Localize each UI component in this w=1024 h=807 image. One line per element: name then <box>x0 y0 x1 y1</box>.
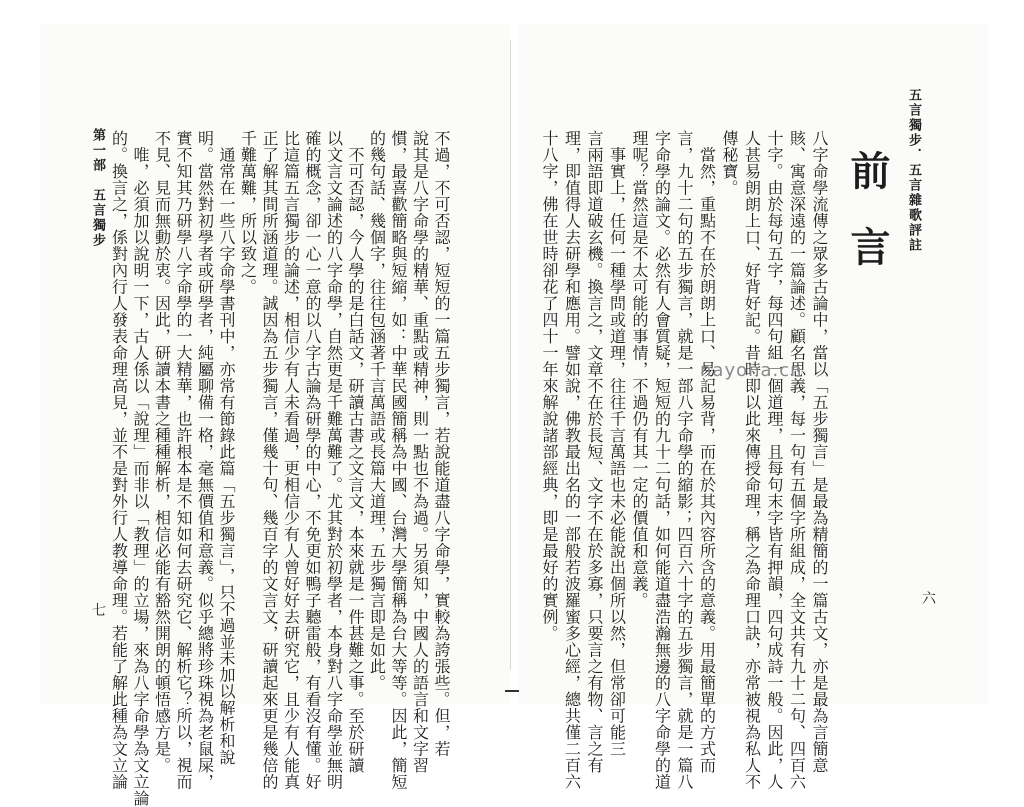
right-text-column: 人甚易朗朗上口、好背好記。昔時即以此來傳授命理，稱之為命理口訣，亦常被視為私人不 <box>742 130 762 790</box>
left-text-column: 實不知其乃研學八字命學的一大精華，也許根本是不知如何去研究它、解析它？所以，視而 <box>174 130 193 790</box>
right-text-column: 十八字，佛在世時卻花了四十一年來解說諸部經典，即是最好的實例。 <box>540 130 559 642</box>
left-text-column: 不見、見而無動於衷。因此，研讀本書之種種解析，相信必能有豁然開朗的頓悟感方是。 <box>152 130 172 774</box>
left-text-column: 比這篇五言獨步的論述，相信少有人未看過，更相信少有人曾好好去研究它，且少有人能真 <box>281 130 301 790</box>
left-text-column: 通常在一些八字命學書刊中，亦常有節錄此篇「五步獨言」，只不過並未加以解析和說 <box>217 130 236 766</box>
left-text-column: 不可否認，今人學的是白話文，研讀古書之文言文，本來就是一件甚難之事。至於研讀 <box>346 130 365 774</box>
running-footer: 第一部 五言獨步 <box>90 128 105 248</box>
left-text-column: 千難萬難，所以致之。 <box>238 130 258 295</box>
page-gutter <box>510 40 511 670</box>
running-header: 五言獨步．五言雜歌評註 <box>906 88 921 253</box>
center-mark <box>505 690 519 692</box>
title-char-1: 前 <box>844 150 891 191</box>
left-text-column: 確的概念，卻一心一意的以八字古論為研學的中心，不免更如鴨子聽雷般，有看沒有懂。好 <box>303 130 322 790</box>
left-text-column: 以文言文論述的八字命學，自然更是千難萬難了。尤其對於初學者，本身對八字命學並無明 <box>324 130 344 790</box>
left-text-column: 說其是八字命學的精華、重點或精神，則一點也不為過。另須知，中國人的語言和文字習 <box>410 130 430 774</box>
right-text-column: 字命學的論文。必然有人會質疑，短短的九十二句話，如何能道盡浩瀚無邊的八字命學的道 <box>652 130 672 790</box>
left-text-column: 的幾句話、幾個字，往往包涵著千言萬語或長篇大道理，五步獨言即是如此。 <box>367 130 387 691</box>
left-text-column: 的。換言之，係對內行人發表命理高見，並不是對外行人教導命理。若能了解此種為文立論 <box>109 130 129 790</box>
right-text-column: 賅、寓意深遠的一篇論述。顧名思義，每一句有五個字所組成，全文共有九十二句、四百六 <box>787 130 807 790</box>
watermark-text: nayona.cn <box>700 360 803 381</box>
left-text-column: 慣，最喜歡簡略與短縮，如：中華民國簡稱為中國、台灣大學簡稱為台大等等。因此，簡短 <box>389 130 408 790</box>
right-text-column: 傳秘寶。 <box>720 130 739 196</box>
left-page-number: 七 <box>92 603 106 619</box>
left-text-column: 不過，不可否認，短短的一篇五步獨言，若說能道盡八字命學，實較為誇張些。但，若 <box>432 130 451 757</box>
right-text-column: 當然，重點不在於朗朗上口、易記易背，而在於其內容所含的意義。用最簡單的方式而 <box>697 130 717 774</box>
right-text-column: 理，即值得人去研學和應用。譬如說，佛教最出名的一部般若波羅蜜多心經，總共僅二百六 <box>562 130 582 790</box>
left-text-column: 明。當然對初學者或研學者，純屬聊備一格，毫無價值和意義。似乎總將珍珠視為老鼠屎， <box>195 130 215 790</box>
right-page-number: 六 <box>922 591 936 607</box>
right-text-column: 理呢？當然這是不太可能的事情，不過仍有其一定的價值和意義。 <box>630 130 649 609</box>
right-text-column: 事實上，任何一種學問或道理，往往千言萬語也未必能說出個所以然，但常卻可能三 <box>607 130 627 757</box>
right-text-column: 十字。由於每句五字，每四句組一個道理，且每句末字皆有押韻，四句成詩一般。因此，人 <box>765 130 784 790</box>
right-text-column: 言兩語即道破玄機。換言之，文章不在於長短、文字不在於多寡，只要言之有物、言之有 <box>585 130 604 774</box>
title-char-2: 言 <box>844 226 891 267</box>
left-text-column: 唯，必須加以說明一下，古人係以「說理」而非以「教理」的立場，來為八字命學為文立論 <box>131 130 150 807</box>
left-text-column: 正了解其間所涵道理。誠因為五步獨言，僅幾十句、幾百字的文言文，研讀起來更是幾倍的 <box>260 130 279 790</box>
right-text-column: 八字命學流傳之眾多古論中，當以「五步獨言」是最為精簡的一篇古文，亦是最為言簡意 <box>810 130 829 774</box>
right-text-column: 言，九十二句的五步獨言，就是一部八字命學的縮影；四百六十字的五步獨言，就是一篇八 <box>675 130 694 790</box>
